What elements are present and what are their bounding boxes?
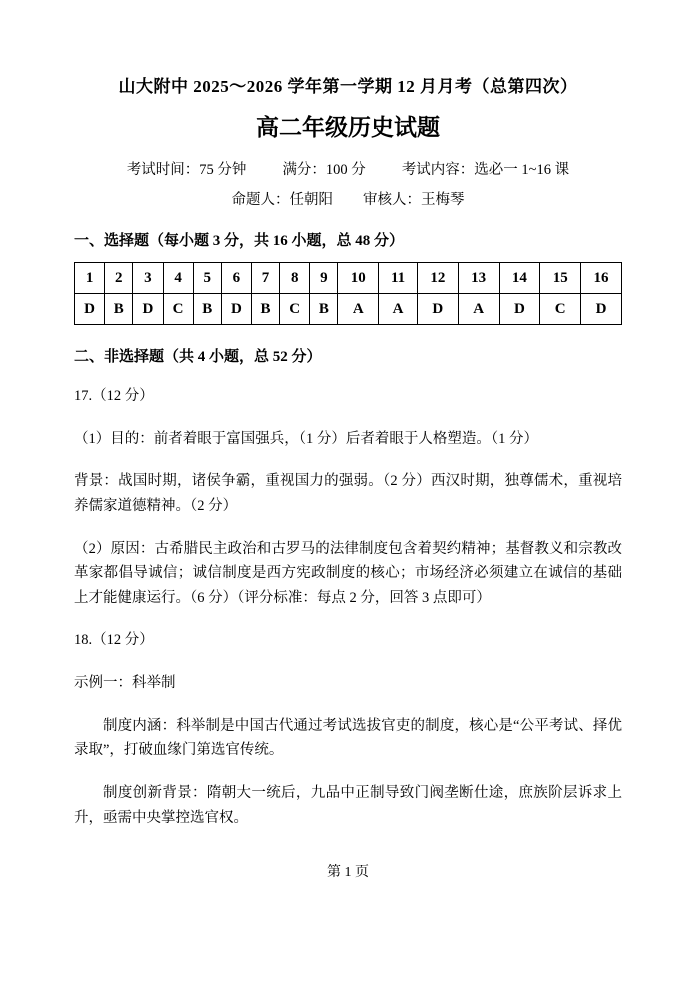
answer-choice-cell: B [105, 294, 133, 325]
answer-choice-cell: B [193, 294, 221, 325]
answer-number-cell: 4 [163, 263, 193, 294]
answer-number-cell: 10 [338, 263, 379, 294]
answer-number-cell: 15 [540, 263, 581, 294]
meta-row-2 [74, 188, 622, 209]
paper-title: 高二年级历史试题 [256, 115, 440, 140]
q18-innovation-background: 制度创新背景：隋朝大一统后，九品中正制导致门阀垄断仕途，庶族阶层诉求上升，亟需中央掌控选官权。 [74, 785, 622, 826]
answer-number-cell: 12 [417, 263, 458, 294]
answer-number-row [75, 263, 622, 294]
answer-choice-cell: A [458, 294, 499, 325]
meta-exam-time: 考试时间：75 分钟 [126, 162, 247, 178]
answer-choice-cell: C [163, 294, 193, 325]
meta-reviewer: 审核人：王梅琴 [363, 192, 465, 208]
answer-number-cell: 6 [221, 263, 251, 294]
answer-number-cell: 8 [280, 263, 310, 294]
footer-page-number: 第 1 页 [327, 865, 369, 880]
q17-answer-background: 背景：战国时期，诸侯争霸，重视国力的强弱。（2 分）西汉时期，独尊儒术，重视培养儒家道德精神。（2 分） [74, 473, 622, 514]
answer-number-cell: 16 [581, 263, 622, 294]
answer-choice-cell: B [252, 294, 280, 325]
answer-number-cell: 3 [133, 263, 163, 294]
q18-label: 18.（12 分） [74, 632, 154, 649]
answer-choice-row [75, 294, 622, 325]
answer-number-cell: 1 [75, 263, 105, 294]
exam-title: 山大附中 2025～2026 学年第一学期 12 月月考（总第四次） [118, 77, 578, 96]
answer-choice-cell: D [417, 294, 458, 325]
meta-row-1 [74, 158, 622, 179]
answer-number-cell: 7 [252, 263, 280, 294]
meta-exam-content: 考试内容：选必一 1~16 课 [401, 162, 570, 178]
q18-system-meaning: 制度内涵：科举制是中国古代通过考试选拔官吏的制度，核心是“公平考试、择优录取”，打破血缘门第选官传统。 [74, 717, 622, 759]
q17-answer-2: （2）原因：古希腊民主政治和古罗马的法律制度包含着契约精神；基督教义和宗教改革家都倡导诚信；诚信制度是西方宪政制度的核心；市场经济必须建立在诚信的基础上才能健康运行。（6 分）（评分标准：每点 2 分，回答 3 点即可） [74, 540, 622, 606]
page-content [74, 0, 622, 830]
answer-number-cell: 13 [458, 263, 499, 294]
meta-full-score: 满分：100 分 [282, 162, 366, 178]
answer-choice-cell: A [379, 294, 418, 325]
answer-choice-cell: D [499, 294, 540, 325]
answer-number-cell: 5 [193, 263, 221, 294]
answer-choice-cell: D [133, 294, 163, 325]
q17-answer-1: （1）目的：前者着眼于富国强兵，（1 分）后者着眼于人格塑造。（1 分） [74, 430, 538, 447]
q18-example-title: 示例一：科举制 [74, 675, 176, 692]
section1-heading: 一、选择题（每小题 3 分，共 16 小题，总 48 分） [74, 233, 405, 249]
answer-choice-cell: D [221, 294, 251, 325]
answer-number-cell: 11 [379, 263, 418, 294]
section2-heading: 二、非选择题（共 4 小题，总 52 分） [74, 349, 322, 365]
answer-choice-cell: C [280, 294, 310, 325]
answer-choice-cell: D [581, 294, 622, 325]
answer-choice-cell: C [540, 294, 581, 325]
answer-number-cell: 2 [105, 263, 133, 294]
answer-table [74, 262, 622, 325]
meta-setter: 命题人：任朝阳 [231, 192, 333, 208]
q17-label: 17.（12 分） [74, 388, 154, 404]
answer-number-cell: 9 [310, 263, 338, 294]
answer-choice-cell: B [310, 294, 338, 325]
answer-choice-cell: D [75, 294, 105, 325]
answer-choice-cell: A [338, 294, 379, 325]
answer-number-cell: 14 [499, 263, 540, 294]
